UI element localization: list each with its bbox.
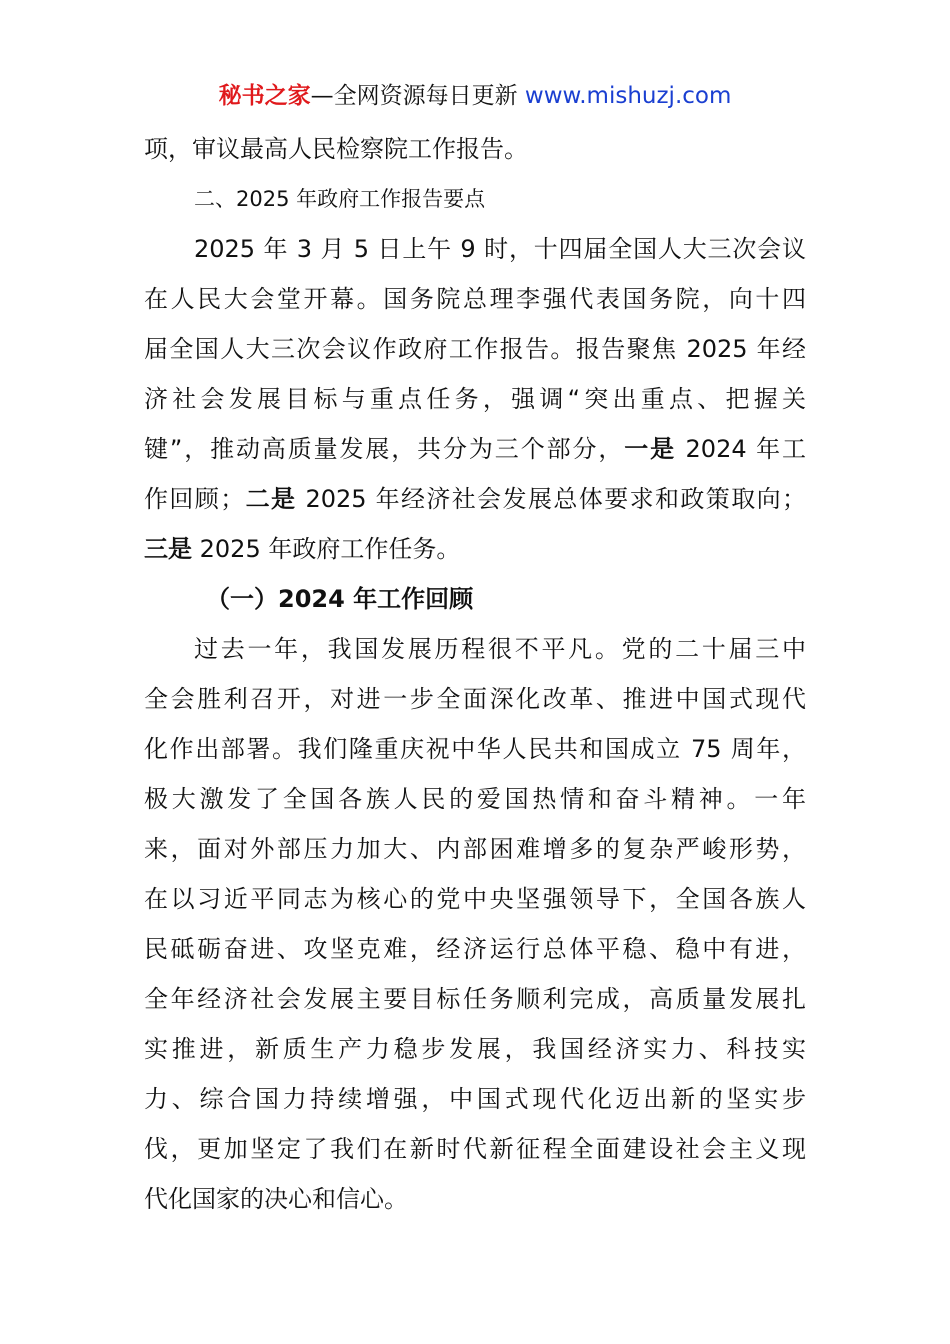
site-url[interactable]: www.mishuzj.com: [524, 83, 732, 109]
text-line: 极大激发了全国各族人民的爱国热情和奋斗精神。一年: [144, 785, 806, 813]
text-run: 2025 年经济社会发展总体要求和政策取向；: [296, 485, 807, 513]
text-line: 2025 年 3 月 5 日上午 9 时，十四届全国人大三次会议: [194, 235, 806, 263]
text-run: 2025 年政府工作任务。: [192, 535, 461, 563]
text-line: 实推进，新质生产力稳步发展，我国经济实力、科技实: [144, 1035, 806, 1063]
text-line: 化作出部署。我们隆重庆祝中华人民共和国成立 75 周年，: [144, 735, 806, 763]
text-line: [144, 524, 806, 574]
text-line: 过去一年，我国发展历程很不平凡。党的二十届三中: [194, 635, 806, 663]
emphasis-two: 二是: [244, 485, 297, 513]
text-run: 作回顾；: [144, 485, 245, 513]
text-run: 键”，推动高质量发展，共分为三个部分，: [144, 435, 625, 463]
emphasis-one: 一是: [624, 435, 677, 463]
emphasis-three: 三是: [144, 535, 192, 563]
site-header: [0, 80, 950, 112]
text-line: 民砥砺奋进、攻坚克难，经济运行总体平稳、稳中有进，: [144, 935, 806, 963]
text-line: 济社会发展目标与重点任务，强调“突出重点、把握关: [144, 385, 806, 413]
text-line: 代化国家的决心和信心。: [144, 1185, 408, 1213]
text-line: [144, 474, 806, 524]
text-line: 在以习近平同志为核心的党中央坚强领导下，全国各族人: [144, 885, 806, 913]
text-line: 届全国人大三次会议作政府工作报告。报告聚焦 2025 年经: [144, 335, 806, 363]
text-line: 项，审议最高人民检察院工作报告。: [144, 135, 528, 163]
section-heading: （一）2024 年工作回顾: [206, 585, 474, 613]
text-run: 2024 年工: [676, 435, 807, 463]
text-line: 伐，更加坚定了我们在新时代新征程全面建设社会主义现: [144, 1135, 806, 1163]
text-line: 全年经济社会发展主要目标任务顺利完成，高质量发展扎: [144, 985, 806, 1013]
text-line: [144, 424, 806, 474]
text-line: 全会胜利召开，对进一步全面深化改革、推进中国式现代: [144, 685, 806, 713]
document-body: [144, 124, 806, 1224]
header-tagline: —全网资源每日更新: [310, 83, 525, 109]
text-line: 在人民大会堂开幕。国务院总理李强代表国务院，向十四: [144, 285, 806, 313]
text-line: 来，面对外部压力加大、内部困难增多的复杂严峻形势，: [144, 835, 806, 863]
brand-name: 秘书之家: [218, 83, 311, 109]
section-title: 二、2025 年政府工作报告要点: [194, 187, 486, 211]
text-line: 力、综合国力持续增强，中国式现代化迈出新的坚实步: [144, 1085, 806, 1113]
